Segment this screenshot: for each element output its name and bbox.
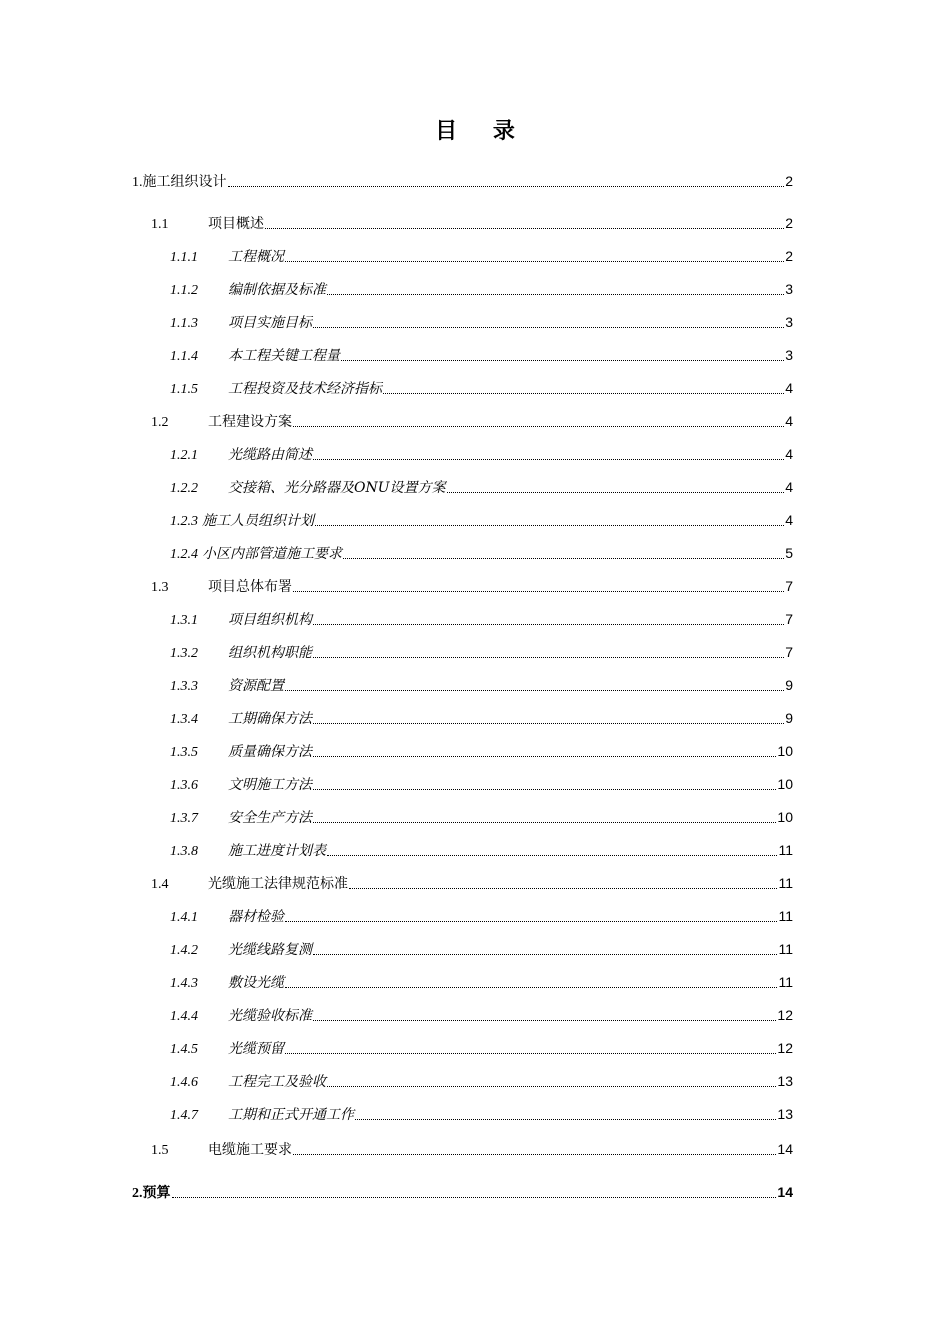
toc-entry[interactable]	[0, 839, 950, 861]
toc-leader-dots	[285, 679, 784, 693]
toc-entry-title: 质量确保方法	[228, 744, 312, 760]
toc-entry-number: 1.1.3	[170, 316, 198, 331]
toc-entry[interactable]	[0, 344, 950, 366]
toc-entry-title: 施工进度计划表	[228, 843, 326, 859]
toc-entry[interactable]	[0, 1037, 950, 1059]
toc-entry-line	[151, 212, 793, 236]
toc-entry-number: 1.2.2	[170, 481, 198, 496]
toc-entry-number: 1.2.1	[170, 448, 198, 463]
toc-entry[interactable]	[0, 641, 950, 663]
toc-entry-page: 4	[785, 479, 793, 495]
toc-entry-line	[170, 245, 793, 269]
toc-leader-dots	[383, 382, 784, 396]
toc-entry-number: 1.2	[151, 415, 169, 430]
toc-entry-number: 1.4.6	[170, 1075, 198, 1090]
toc-entry[interactable]	[0, 245, 950, 267]
toc-leader-dots	[313, 613, 784, 627]
toc-entry-title: 工程建设方案	[208, 414, 292, 430]
toc-entry-page: 13	[777, 1106, 793, 1122]
toc-entry-number: 1.5	[151, 1143, 169, 1158]
toc-entry[interactable]	[0, 707, 950, 729]
toc-entry-title: 交接箱、光分路器及ONU设置方案	[228, 480, 446, 496]
toc-entry-page: 4	[785, 446, 793, 462]
toc-leader-dots	[327, 1075, 776, 1089]
toc-entry-number: 1.1.1	[170, 250, 198, 265]
toc-entry-title: 项目总体布署	[208, 579, 292, 595]
toc-entry-title: 预算	[142, 1185, 171, 1201]
toc-entry-page: 4	[785, 413, 793, 429]
toc-entry-page: 2	[785, 248, 793, 264]
toc-entry[interactable]	[0, 740, 950, 762]
toc-entry[interactable]	[0, 773, 950, 795]
toc-entry-line	[170, 311, 793, 335]
toc-entry[interactable]	[0, 212, 950, 234]
toc-entry-number: 1.1.2	[170, 283, 198, 298]
toc-entry-line	[170, 1070, 793, 1094]
toc-entry-number: 2.	[132, 1186, 143, 1201]
toc-entry[interactable]	[0, 509, 950, 531]
toc-entry-title: 安全生产方法	[228, 810, 312, 826]
toc-entry-number: 1.3.7	[170, 811, 198, 826]
toc-entry-line	[170, 443, 793, 467]
toc-entry-number: 1.4	[151, 877, 169, 892]
toc-entry-number: 1.1	[151, 217, 169, 232]
toc-entry-line	[170, 1037, 793, 1061]
toc-entry-title: 组织机构职能	[228, 645, 312, 661]
toc-entry-title: 工程完工及验收	[228, 1074, 326, 1090]
toc-entry-line	[170, 1004, 793, 1028]
toc-entry-line	[170, 377, 793, 401]
toc-entry-page: 11	[778, 908, 793, 924]
toc-entry-title: 资源配置	[228, 678, 284, 694]
toc-entry[interactable]	[0, 443, 950, 465]
toc-entry-page: 4	[785, 380, 793, 396]
toc-entry-line	[170, 641, 793, 665]
toc-leader-dots	[313, 745, 776, 759]
toc-leader-dots	[293, 1143, 776, 1157]
toc-entry-line	[170, 542, 793, 566]
toc-entry[interactable]	[0, 575, 950, 597]
toc-entry-title: 工期确保方法	[228, 711, 312, 727]
toc-entry-number: 1.3.4	[170, 712, 198, 727]
toc-entry-line	[170, 608, 793, 632]
toc-entry-line	[170, 476, 793, 500]
toc-entry[interactable]	[0, 674, 950, 696]
toc-entry-page: 13	[777, 1073, 793, 1089]
toc-leader-dots	[327, 844, 777, 858]
toc-leader-dots	[327, 283, 784, 297]
toc-entry-number: 1.2.3	[170, 514, 198, 529]
toc-entry[interactable]	[0, 170, 950, 192]
toc-leader-dots	[313, 646, 784, 660]
toc-leader-dots	[315, 514, 784, 528]
toc-entry-title: 器材检验	[228, 909, 284, 925]
toc-entry-number: 1.4.2	[170, 943, 198, 958]
toc-entry-number: 1.3.5	[170, 745, 198, 760]
toc-entry-page: 7	[785, 611, 793, 627]
toc-entry-line	[170, 938, 793, 962]
toc-entry-number: 1.3.6	[170, 778, 198, 793]
toc-entry-page: 12	[777, 1040, 793, 1056]
toc-entry[interactable]	[0, 476, 950, 498]
toc-entry-title: 光缆施工法律规范标准	[208, 876, 348, 892]
toc-leader-dots	[313, 778, 776, 792]
toc-entry-number: 1.3	[151, 580, 169, 595]
toc-entry-number: 1.3.1	[170, 613, 198, 628]
toc-leader-dots	[341, 349, 784, 363]
toc-entry-line	[151, 1138, 793, 1162]
toc-entry-number: 1.4.1	[170, 910, 198, 925]
toc-leader-dots	[293, 415, 784, 429]
toc-entry-number: 1.1.5	[170, 382, 198, 397]
toc-entry[interactable]	[0, 542, 950, 564]
toc-entry-line	[170, 707, 793, 731]
toc-entry-line	[151, 872, 793, 896]
toc-entry-line	[170, 740, 793, 764]
toc-entry-title: 施工人员组织计划	[202, 513, 314, 529]
toc-entry[interactable]	[0, 608, 950, 630]
toc-leader-dots	[343, 547, 784, 561]
toc-entry-page: 3	[785, 314, 793, 330]
toc-entry[interactable]	[0, 971, 950, 993]
toc-leader-dots	[313, 811, 776, 825]
toc-entry[interactable]	[0, 1138, 950, 1160]
toc-entry-line	[132, 1181, 793, 1205]
toc-leader-dots	[313, 712, 784, 726]
toc-entry[interactable]	[0, 872, 950, 894]
toc-leader-dots	[285, 910, 777, 924]
toc-entry-page: 14	[777, 1184, 793, 1200]
toc-entry-line	[170, 344, 793, 368]
toc-leader-dots	[313, 1009, 776, 1023]
toc-entry-page: 3	[785, 347, 793, 363]
toc-entry[interactable]	[0, 1181, 950, 1203]
toc-entry-number: 1.4.3	[170, 976, 198, 991]
toc-entry[interactable]	[0, 905, 950, 927]
toc-entry-line	[151, 410, 793, 434]
toc-entry-title: 文明施工方法	[228, 777, 312, 793]
toc-entry-title: 光缆路由简述	[228, 447, 312, 463]
toc-entry-page: 11	[778, 941, 793, 957]
toc-entry-page: 7	[785, 644, 793, 660]
toc-entry-line	[132, 170, 793, 194]
toc-entry[interactable]	[0, 311, 950, 333]
toc-leader-dots	[265, 217, 784, 231]
toc-entry-line	[170, 839, 793, 863]
toc-entry-line	[170, 806, 793, 830]
toc-entry-line	[170, 278, 793, 302]
toc-leader-dots	[313, 448, 784, 462]
toc-entry-number: 1.3.2	[170, 646, 198, 661]
toc-entry[interactable]	[0, 938, 950, 960]
toc-entry-number: 1.3.8	[170, 844, 198, 859]
toc-entry-page: 12	[777, 1007, 793, 1023]
toc-leader-dots	[313, 316, 784, 330]
toc-entry[interactable]	[0, 1004, 950, 1026]
toc-entry-number: 1.3.3	[170, 679, 198, 694]
toc-entry[interactable]	[0, 1103, 950, 1125]
toc-leader-dots	[293, 580, 784, 594]
toc-entry-line	[170, 509, 793, 533]
toc-entry-line	[170, 1103, 793, 1127]
toc-entry-line	[151, 575, 793, 599]
toc-entry-title: 工程概况	[228, 249, 284, 265]
toc-entry[interactable]	[0, 1070, 950, 1092]
toc-entry-title: 编制依据及标准	[228, 282, 326, 298]
toc-entry-page: 10	[777, 809, 793, 825]
toc-entry-page: 2	[785, 215, 793, 231]
toc-leader-dots	[285, 1042, 776, 1056]
toc-entry[interactable]	[0, 410, 950, 432]
toc-entry-page: 5	[785, 545, 793, 561]
toc-leader-dots	[349, 877, 777, 891]
toc-entry[interactable]	[0, 806, 950, 828]
toc-entry-line	[170, 674, 793, 698]
toc-entry-title: 项目概述	[208, 216, 264, 232]
toc-entry-page: 11	[778, 974, 793, 990]
toc-entry-line	[170, 905, 793, 929]
toc-entry-page: 11	[778, 875, 793, 891]
toc-entry[interactable]	[0, 377, 950, 399]
toc-leader-dots	[172, 1186, 777, 1200]
toc-entry-title: 光缆验收标准	[228, 1008, 312, 1024]
toc-entry-title: 敷设光缆	[228, 975, 284, 991]
toc-entry-number: 1.4.5	[170, 1042, 198, 1057]
toc-entry-page: 10	[777, 743, 793, 759]
toc-entry-page: 14	[777, 1141, 793, 1157]
toc-entry-title: 电缆施工要求	[208, 1142, 292, 1158]
toc-entry-line	[170, 971, 793, 995]
toc-leader-dots	[355, 1108, 776, 1122]
toc-entry-line	[170, 773, 793, 797]
toc-entry-page: 10	[777, 776, 793, 792]
toc-entry-title: 小区内部管道施工要求	[202, 546, 342, 562]
toc-entry-number: 1.	[132, 175, 143, 190]
toc-entry-title: 工期和正式开通工作	[228, 1107, 354, 1123]
toc-entry-title: 项目实施目标	[228, 315, 312, 331]
toc-entry-title: 工程投资及技术经济指标	[228, 381, 382, 397]
toc-entry-title: 本工程关键工程量	[228, 348, 340, 364]
toc-entry-page: 11	[778, 842, 793, 858]
toc-entry-title: 光缆线路复测	[228, 942, 312, 958]
toc-entry-title: 施工组织设计	[142, 174, 227, 190]
toc-entry-page: 7	[785, 578, 793, 594]
toc-leader-dots	[285, 976, 777, 990]
toc-entry-page: 2	[785, 173, 793, 189]
toc-leader-dots	[313, 943, 777, 957]
toc-leader-dots	[285, 250, 784, 264]
toc-leader-dots	[447, 481, 785, 495]
toc-entry-page: 3	[785, 281, 793, 297]
toc-entry-page: 9	[785, 677, 793, 693]
toc-leader-dots	[228, 175, 785, 189]
toc-title: 目 录	[435, 119, 529, 144]
toc-entry-title: 项目组织机构	[228, 612, 312, 628]
toc-entry-title: 光缆预留	[228, 1041, 284, 1057]
toc-entry-page: 4	[785, 512, 793, 528]
toc-entry-number: 1.1.4	[170, 349, 198, 364]
toc-entry-page: 9	[785, 710, 793, 726]
toc-entry-number: 1.4.7	[170, 1108, 198, 1123]
toc-entry-number: 1.2.4	[170, 547, 198, 562]
toc-entry-number: 1.4.4	[170, 1009, 198, 1024]
toc-entry[interactable]	[0, 278, 950, 300]
